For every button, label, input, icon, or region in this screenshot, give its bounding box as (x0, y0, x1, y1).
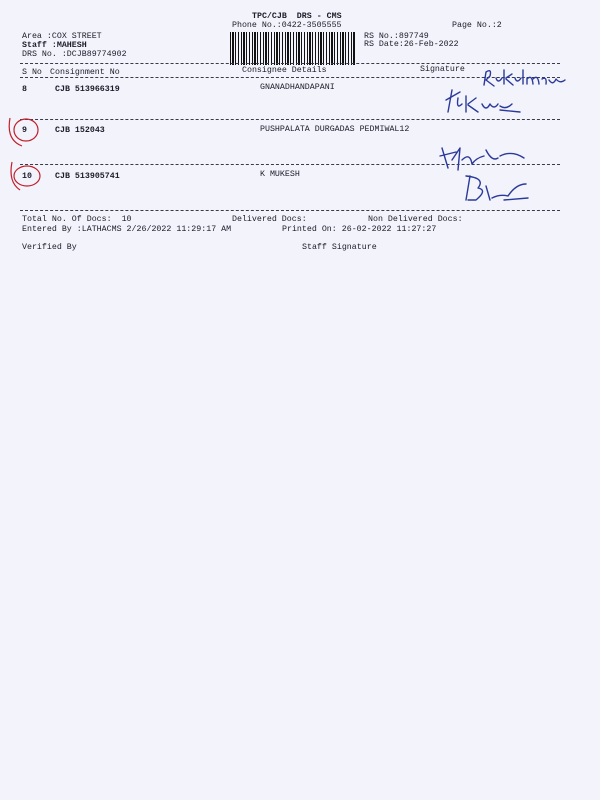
area-field: Area :COX STREET (22, 32, 102, 41)
printed-on: Printed On: 26-02-2022 11:27:27 (282, 225, 437, 234)
row-consignment: CJB 513905741 (55, 172, 120, 181)
verified-by-label: Verified By (22, 243, 77, 252)
column-header-consignment: Consignment No (50, 68, 120, 77)
staff-signature-label: Staff Signature (302, 243, 377, 252)
drs-number: DRS No. :DCJB89774902 (22, 50, 127, 59)
column-header-consignee: Consignee Details (242, 66, 327, 75)
entered-by: Entered By :LATHACMS 2/26/2022 11:29:17 AM (22, 225, 232, 234)
row-sno: 10 (22, 172, 32, 181)
total-docs: Total No. Of Docs: 10 (22, 215, 132, 224)
column-header-signature: Signature (420, 65, 465, 74)
page-number: Page No.:2 (452, 21, 502, 30)
rs-number: RS No.:897749 (364, 32, 429, 41)
row-consignment: CJB 513966319 (55, 85, 120, 94)
non-delivered-docs: Non Delivered Docs: (368, 215, 463, 224)
phone-number: Phone No.:0422-3505555 (232, 21, 342, 30)
row-consignment: CJB 152043 (55, 126, 105, 135)
row-sno: 8 (22, 85, 27, 94)
delivered-docs: Delivered Docs: (232, 215, 307, 224)
rs-date: RS Date:26-Feb-2022 (364, 40, 459, 49)
row-consignee: PUSHPALATA DURGADAS PEDMIWAL12 (260, 125, 410, 134)
staff-field: Staff :MAHESH (22, 41, 87, 50)
column-header-sno: S No (22, 68, 42, 77)
row-consignee: K MUKESH (260, 170, 300, 179)
row-sno: 9 (22, 126, 27, 135)
report-title: TPC/CJB DRS - CMS (252, 12, 342, 21)
row-consignee: GNANADHANDAPANI (260, 83, 335, 92)
